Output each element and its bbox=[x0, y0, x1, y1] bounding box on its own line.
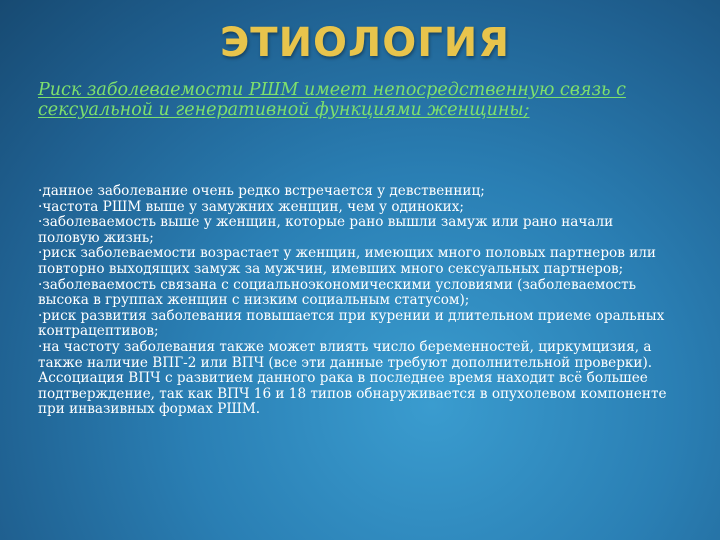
slide-subtitle: Риск заболеваемости РШМ имеет непосредственную связь с сексуальной и генеративной функциями женщины; bbox=[38, 80, 626, 120]
bullet-item: ·на частоту заболевания также может влиять число беременностей, циркумцизия, а также наличие ВПГ-2 или ВПЧ (все эти данные требуют дополнительной проверки). Ассоциация ВПЧ с развитием данного рака в последнее время находит всё большее подтверждение, так как ВПЧ 16 и 18 типов обнаруживается в опухолевом компоненте при инвазивных формах РШМ. bbox=[38, 338, 667, 418]
bullet-item: ·заболеваемость связана с социальноэкономическими условиями (заболеваемость высока в группах женщин с низким социальным статусом); bbox=[38, 276, 637, 309]
bullet-item: ·риск заболеваемости возрастает у женщин, имеющих много половых партнеров или повторно выходящих замуж за мужчин, имевших много сексуальных партнеров; bbox=[38, 245, 656, 277]
bullet-item: ·частота РШМ выше у замужних женщин, чем у одиноких; bbox=[38, 198, 464, 215]
slide-title: ЭТИОЛОГИЯ bbox=[219, 20, 511, 66]
bullet-list bbox=[38, 184, 668, 418]
bullet-item: ·риск развития заболевания повышается при курении и длительном приеме оральных контрацептивов; bbox=[38, 307, 665, 340]
bullet-item: ·данное заболевание очень редко встречается у девственниц; bbox=[38, 183, 485, 199]
bullet-item: ·заболеваемость выше у женщин, которые рано вышли замуж или рано начали половую жизнь; bbox=[38, 214, 614, 246]
